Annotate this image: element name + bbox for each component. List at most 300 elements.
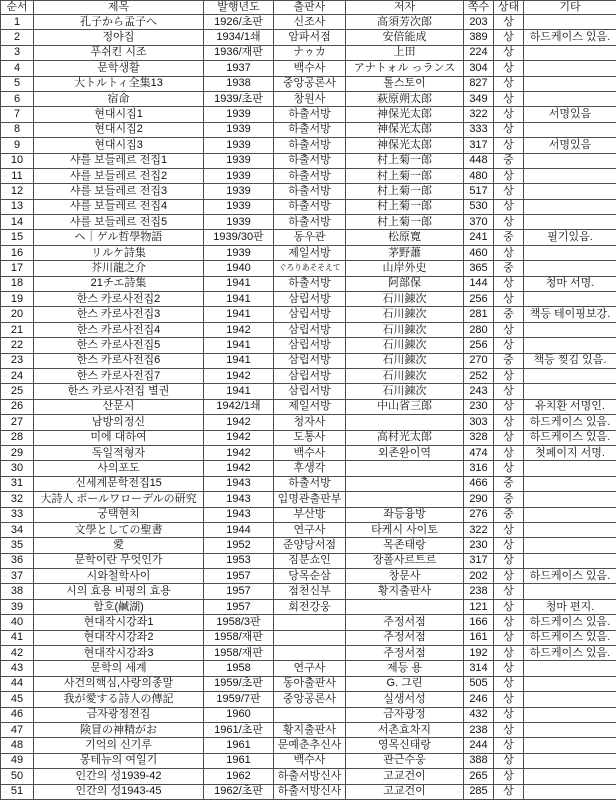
column-header-condition: 상태 — [494, 1, 524, 15]
cell-publisher: 하출서방신사 — [274, 784, 346, 799]
cell-publisher: 당목순삼 — [274, 569, 346, 584]
cell-order: 39 — [1, 599, 34, 614]
cell-title: 한스 카로사전집7 — [34, 368, 204, 383]
cell-notes — [524, 461, 616, 476]
cell-year: 1943 — [204, 507, 274, 522]
cell-author: 石川錬次 — [346, 384, 464, 399]
cell-title: 신세계문학전집15 — [34, 476, 204, 491]
cell-year: 1939 — [204, 184, 274, 199]
cell-author: 高村光太郎 — [346, 430, 464, 445]
cell-publisher: 연구사 — [274, 522, 346, 537]
cell-order: 29 — [1, 445, 34, 460]
cell-title: 한스 카로사전집 별권 — [34, 384, 204, 399]
cell-condition: 상 — [494, 722, 524, 737]
cell-pages: 388 — [464, 753, 494, 768]
cell-condition: 상 — [494, 45, 524, 60]
table-row — [1, 584, 616, 599]
cell-year: 1958/재판 — [204, 646, 274, 661]
cell-publisher: 백수사 — [274, 753, 346, 768]
cell-title: 현대시집3 — [34, 138, 204, 153]
cell-order: 23 — [1, 353, 34, 368]
cell-author: 영목신태랑 — [346, 738, 464, 753]
cell-condition: 중 — [494, 261, 524, 276]
cell-order: 49 — [1, 753, 34, 768]
table-row — [1, 61, 616, 76]
cell-author: 村上菊一郎 — [346, 215, 464, 230]
cell-title: リルケ詩集 — [34, 245, 204, 260]
cell-order: 40 — [1, 615, 34, 630]
cell-pages: 280 — [464, 322, 494, 337]
cell-author: 목존태랑 — [346, 538, 464, 553]
cell-year: 1939 — [204, 153, 274, 168]
cell-publisher: 후생각 — [274, 461, 346, 476]
cell-notes — [524, 753, 616, 768]
cell-publisher: 하출서방 — [274, 138, 346, 153]
cell-publisher: 하출서방 — [274, 199, 346, 214]
cell-order: 31 — [1, 476, 34, 491]
cell-notes: 하드케이스 있음. — [524, 646, 616, 661]
cell-condition: 상 — [494, 107, 524, 122]
cell-condition: 상 — [494, 415, 524, 430]
cell-author: 上田 — [346, 45, 464, 60]
cell-publisher: 하출서방 — [274, 476, 346, 491]
table-row — [1, 307, 616, 322]
cell-condition: 중 — [494, 153, 524, 168]
cell-publisher: 삼립서방 — [274, 353, 346, 368]
cell-notes — [524, 61, 616, 76]
cell-title: 한스 카로사전집5 — [34, 338, 204, 353]
cell-author: 황지출판사 — [346, 584, 464, 599]
cell-pages: 322 — [464, 107, 494, 122]
cell-publisher: 황지출판사 — [274, 722, 346, 737]
cell-title: 인간의 성1943-45 — [34, 784, 204, 799]
cell-year: 1939 — [204, 168, 274, 183]
cell-year: 1961 — [204, 738, 274, 753]
table-row — [1, 784, 616, 799]
cell-pages: 203 — [464, 15, 494, 30]
cell-publisher: 하출서방 — [274, 107, 346, 122]
cell-notes — [524, 76, 616, 91]
cell-notes — [524, 476, 616, 491]
cell-year: 1941 — [204, 338, 274, 353]
cell-notes — [524, 292, 616, 307]
cell-pages: 238 — [464, 722, 494, 737]
cell-year: 1941 — [204, 292, 274, 307]
cell-pages: 144 — [464, 276, 494, 291]
table-row — [1, 338, 616, 353]
cell-condition: 상 — [494, 569, 524, 584]
cell-condition: 상 — [494, 630, 524, 645]
cell-author: 장폴사르트르 — [346, 553, 464, 568]
cell-year: 1957 — [204, 599, 274, 614]
cell-author: 茅野蕭 — [346, 245, 464, 260]
cell-year: 1941 — [204, 384, 274, 399]
table-row — [1, 384, 616, 399]
cell-year: 1939 — [204, 138, 274, 153]
table-row — [1, 399, 616, 414]
cell-year: 1941 — [204, 353, 274, 368]
cell-publisher: 짐분쇼인 — [274, 553, 346, 568]
cell-notes: 서명있음 — [524, 138, 616, 153]
cell-pages: 466 — [464, 476, 494, 491]
cell-pages: 238 — [464, 584, 494, 599]
cell-title: 미에 대하여 — [34, 430, 204, 445]
table-row — [1, 45, 616, 60]
cell-publisher: 삼립서방 — [274, 368, 346, 383]
cell-pages: 333 — [464, 122, 494, 137]
cell-notes: 하드케이스 있음. — [524, 430, 616, 445]
cell-year: 1939/초판 — [204, 91, 274, 106]
cell-pages: 265 — [464, 769, 494, 784]
table-row — [1, 199, 616, 214]
cell-title: 샤를 보들레르 전집5 — [34, 215, 204, 230]
cell-publisher: 삼립서방 — [274, 338, 346, 353]
cell-pages: 285 — [464, 784, 494, 799]
cell-order: 20 — [1, 307, 34, 322]
cell-notes: 책등 찢김 있음. — [524, 353, 616, 368]
cell-author: 고교건이 — [346, 769, 464, 784]
cell-author: 阿部保 — [346, 276, 464, 291]
cell-notes — [524, 338, 616, 353]
cell-title: 険冒の神精がお — [34, 722, 204, 737]
cell-order: 19 — [1, 292, 34, 307]
cell-publisher: 창원사 — [274, 91, 346, 106]
table-row — [1, 507, 616, 522]
cell-condition: 중 — [494, 307, 524, 322]
cell-author: 실생서성 — [346, 692, 464, 707]
cell-author: 주정서점 — [346, 630, 464, 645]
cell-publisher: 암파서점 — [274, 30, 346, 45]
cell-notes — [524, 184, 616, 199]
cell-publisher: 문예춘추신사 — [274, 738, 346, 753]
cell-author: 타케시 사이토 — [346, 522, 464, 537]
table-row — [1, 492, 616, 507]
cell-notes: 필기있음. — [524, 230, 616, 245]
cell-publisher: 삼립서방 — [274, 307, 346, 322]
cell-title: 정야집 — [34, 30, 204, 45]
table-row — [1, 138, 616, 153]
cell-title: 한스 카로사전집4 — [34, 322, 204, 337]
cell-year: 1942 — [204, 415, 274, 430]
cell-year: 1942 — [204, 461, 274, 476]
cell-title: 궁택현치 — [34, 507, 204, 522]
cell-pages: 322 — [464, 522, 494, 537]
cell-notes: 유치환 서명인. — [524, 399, 616, 414]
cell-year: 1936/재판 — [204, 45, 274, 60]
cell-publisher: 동우관 — [274, 230, 346, 245]
cell-condition: 상 — [494, 245, 524, 260]
cell-pages: 365 — [464, 261, 494, 276]
cell-notes — [524, 91, 616, 106]
cell-condition: 상 — [494, 753, 524, 768]
cell-publisher: 하출서방 — [274, 168, 346, 183]
cell-condition: 중 — [494, 353, 524, 368]
cell-year: 1958 — [204, 661, 274, 676]
cell-order: 10 — [1, 153, 34, 168]
cell-condition: 상 — [494, 661, 524, 676]
cell-author: 서촌효차지 — [346, 722, 464, 737]
cell-condition: 상 — [494, 676, 524, 691]
cell-title: 한스 카로사전집3 — [34, 307, 204, 322]
cell-pages: 121 — [464, 599, 494, 614]
cell-publisher — [274, 615, 346, 630]
cell-order: 45 — [1, 692, 34, 707]
cell-title: 芥川龍之介 — [34, 261, 204, 276]
cell-publisher: 하출서방 — [274, 153, 346, 168]
cell-publisher: 도통사 — [274, 430, 346, 445]
cell-order: 26 — [1, 399, 34, 414]
cell-author: アナトォル っランス — [346, 61, 464, 76]
cell-author: 安倍能成 — [346, 30, 464, 45]
table-row — [1, 676, 616, 691]
cell-condition: 상 — [494, 615, 524, 630]
table-row — [1, 753, 616, 768]
cell-notes — [524, 692, 616, 707]
cell-condition: 상 — [494, 292, 524, 307]
table-row — [1, 415, 616, 430]
cell-condition: 상 — [494, 368, 524, 383]
cell-publisher: 부산방 — [274, 507, 346, 522]
cell-author: 萩原朔太郎 — [346, 91, 464, 106]
cell-author: 石川錬次 — [346, 307, 464, 322]
header-row — [1, 1, 616, 15]
table-row — [1, 738, 616, 753]
cell-pages: 303 — [464, 415, 494, 430]
cell-year: 1943 — [204, 476, 274, 491]
cell-notes — [524, 522, 616, 537]
cell-title: 大詩人 ポールワローデルの研究 — [34, 492, 204, 507]
cell-condition: 상 — [494, 215, 524, 230]
cell-notes: 하드케이스 있음. — [524, 615, 616, 630]
cell-title: 푸쉬킨 시조 — [34, 45, 204, 60]
cell-order: 41 — [1, 630, 34, 645]
cell-author — [346, 476, 464, 491]
cell-title: 한스 카로사전집2 — [34, 292, 204, 307]
cell-author: 山岸外史 — [346, 261, 464, 276]
cell-condition: 중 — [494, 230, 524, 245]
cell-condition: 상 — [494, 522, 524, 537]
cell-order: 43 — [1, 661, 34, 676]
cell-notes — [524, 661, 616, 676]
cell-title: 宿命 — [34, 91, 204, 106]
cell-order: 24 — [1, 368, 34, 383]
table-row — [1, 476, 616, 491]
cell-year: 1943 — [204, 492, 274, 507]
cell-title: 독일적형자 — [34, 445, 204, 460]
cell-order: 44 — [1, 676, 34, 691]
cell-condition: 상 — [494, 553, 524, 568]
cell-condition: 상 — [494, 384, 524, 399]
cell-pages: 246 — [464, 692, 494, 707]
cell-condition: 상 — [494, 338, 524, 353]
cell-title: ヘ｜ゲル哲學物語 — [34, 230, 204, 245]
cell-year: 1939 — [204, 107, 274, 122]
cell-order: 6 — [1, 91, 34, 106]
column-header-notes: 기타 — [524, 1, 616, 15]
table-row — [1, 569, 616, 584]
cell-author: 石川錬次 — [346, 322, 464, 337]
cell-notes: 하드케이스 있음. — [524, 569, 616, 584]
cell-notes — [524, 707, 616, 722]
cell-pages: 252 — [464, 368, 494, 383]
cell-notes — [524, 261, 616, 276]
cell-pages: 314 — [464, 661, 494, 676]
table-row — [1, 522, 616, 537]
cell-author: 제등 용 — [346, 661, 464, 676]
table-row — [1, 661, 616, 676]
cell-publisher: 제일서방 — [274, 245, 346, 260]
table-row — [1, 707, 616, 722]
column-header-order: 순서 — [1, 1, 34, 15]
cell-title: 문학이란 무엇인가 — [34, 553, 204, 568]
cell-notes — [524, 199, 616, 214]
cell-condition: 상 — [494, 538, 524, 553]
cell-notes — [524, 676, 616, 691]
cell-title: 문학의 세계 — [34, 661, 204, 676]
cell-order: 37 — [1, 569, 34, 584]
cell-title: 몽테뉴의 여일기 — [34, 753, 204, 768]
cell-condition: 상 — [494, 61, 524, 76]
cell-year: 1958/재판 — [204, 630, 274, 645]
table-row — [1, 184, 616, 199]
cell-title: 산문시 — [34, 399, 204, 414]
cell-author: 톨스토이 — [346, 76, 464, 91]
cell-notes — [524, 45, 616, 60]
cell-author: 石川錬次 — [346, 338, 464, 353]
cell-year: 1942/1쇄 — [204, 399, 274, 414]
cell-publisher: 하출서방신사 — [274, 769, 346, 784]
cell-year: 1959/초판 — [204, 676, 274, 691]
cell-title: 孔子から孟子へ — [34, 15, 204, 30]
cell-order: 7 — [1, 107, 34, 122]
cell-title: 현대작시강좌2 — [34, 630, 204, 645]
table-row — [1, 245, 616, 260]
cell-publisher: 신조사 — [274, 15, 346, 30]
cell-order: 21 — [1, 322, 34, 337]
cell-title: 한스 카로사전집6 — [34, 353, 204, 368]
cell-condition: 상 — [494, 122, 524, 137]
table-row — [1, 630, 616, 645]
cell-title: 함호(鹹湖) — [34, 599, 204, 614]
cell-notes — [524, 738, 616, 753]
cell-year: 1940 — [204, 261, 274, 276]
cell-title: 샤를 보들레르 전집4 — [34, 199, 204, 214]
cell-order: 5 — [1, 76, 34, 91]
cell-order: 33 — [1, 507, 34, 522]
cell-pages: 276 — [464, 507, 494, 522]
cell-condition: 상 — [494, 91, 524, 106]
table-row — [1, 769, 616, 784]
cell-title: 현대작시강좌3 — [34, 646, 204, 661]
cell-year: 1961/초판 — [204, 722, 274, 737]
cell-condition: 상 — [494, 445, 524, 460]
cell-notes — [524, 553, 616, 568]
cell-author: 금자광정 — [346, 707, 464, 722]
table-row — [1, 461, 616, 476]
cell-condition: 중 — [494, 476, 524, 491]
cell-order: 18 — [1, 276, 34, 291]
cell-year: 1939 — [204, 199, 274, 214]
cell-publisher: 점천신부 — [274, 584, 346, 599]
cell-publisher: 백수사 — [274, 445, 346, 460]
table-row — [1, 538, 616, 553]
cell-author: 高須芳次郎 — [346, 15, 464, 30]
cell-title: 샤를 보들레르 전집3 — [34, 184, 204, 199]
table-row — [1, 646, 616, 661]
cell-pages: 256 — [464, 292, 494, 307]
cell-pages: 827 — [464, 76, 494, 91]
cell-notes: 하드케이스 있음. — [524, 30, 616, 45]
cell-condition: 상 — [494, 692, 524, 707]
cell-pages: 316 — [464, 461, 494, 476]
cell-order: 51 — [1, 784, 34, 799]
cell-pages: 448 — [464, 153, 494, 168]
cell-title: 남방의정신 — [34, 415, 204, 430]
cell-notes — [524, 722, 616, 737]
cell-author: 村上菊一郎 — [346, 168, 464, 183]
cell-order: 32 — [1, 492, 34, 507]
cell-publisher: ナゥカ — [274, 45, 346, 60]
cell-title: 文學としての聖書 — [34, 522, 204, 537]
cell-author: 石川錬次 — [346, 292, 464, 307]
cell-publisher: 입명관출판부 — [274, 492, 346, 507]
cell-notes: 청마 편지. — [524, 599, 616, 614]
cell-title: 현대작시강좌1 — [34, 615, 204, 630]
cell-title: 기억의 신기루 — [34, 738, 204, 753]
cell-year: 1939/30판 — [204, 230, 274, 245]
cell-condition: 상 — [494, 168, 524, 183]
cell-title: 현대시집2 — [34, 122, 204, 137]
cell-title: 샤를 보들레르 전집1 — [34, 153, 204, 168]
cell-pages: 328 — [464, 430, 494, 445]
cell-notes — [524, 584, 616, 599]
cell-author: 村上菊一郎 — [346, 199, 464, 214]
cell-publisher — [274, 646, 346, 661]
cell-order: 35 — [1, 538, 34, 553]
cell-author: 주정서점 — [346, 646, 464, 661]
cell-author: 石川錬次 — [346, 368, 464, 383]
table-row — [1, 107, 616, 122]
cell-publisher: ぐろりあそそえて — [274, 261, 346, 276]
cell-condition: 상 — [494, 769, 524, 784]
cell-publisher: 하출서방 — [274, 184, 346, 199]
cell-notes — [524, 784, 616, 799]
cell-pages: 161 — [464, 630, 494, 645]
cell-order: 13 — [1, 199, 34, 214]
table-row — [1, 722, 616, 737]
table-row — [1, 122, 616, 137]
cell-author: 村上菊一郎 — [346, 184, 464, 199]
cell-notes — [524, 507, 616, 522]
cell-condition: 상 — [494, 322, 524, 337]
cell-condition: 상 — [494, 461, 524, 476]
cell-year: 1937 — [204, 61, 274, 76]
cell-pages: 517 — [464, 184, 494, 199]
cell-year: 1938 — [204, 76, 274, 91]
cell-author: 좌등융방 — [346, 507, 464, 522]
cell-order: 28 — [1, 430, 34, 445]
cell-notes — [524, 215, 616, 230]
cell-year: 1961 — [204, 753, 274, 768]
cell-pages: 192 — [464, 646, 494, 661]
cell-condition: 상 — [494, 30, 524, 45]
cell-author: 주정서점 — [346, 615, 464, 630]
cell-notes: 서명있음 — [524, 107, 616, 122]
cell-year: 1959/7판 — [204, 692, 274, 707]
cell-title: 시와철학사이 — [34, 569, 204, 584]
cell-publisher: 중앙공론사 — [274, 692, 346, 707]
column-header-author: 저자 — [346, 1, 464, 15]
